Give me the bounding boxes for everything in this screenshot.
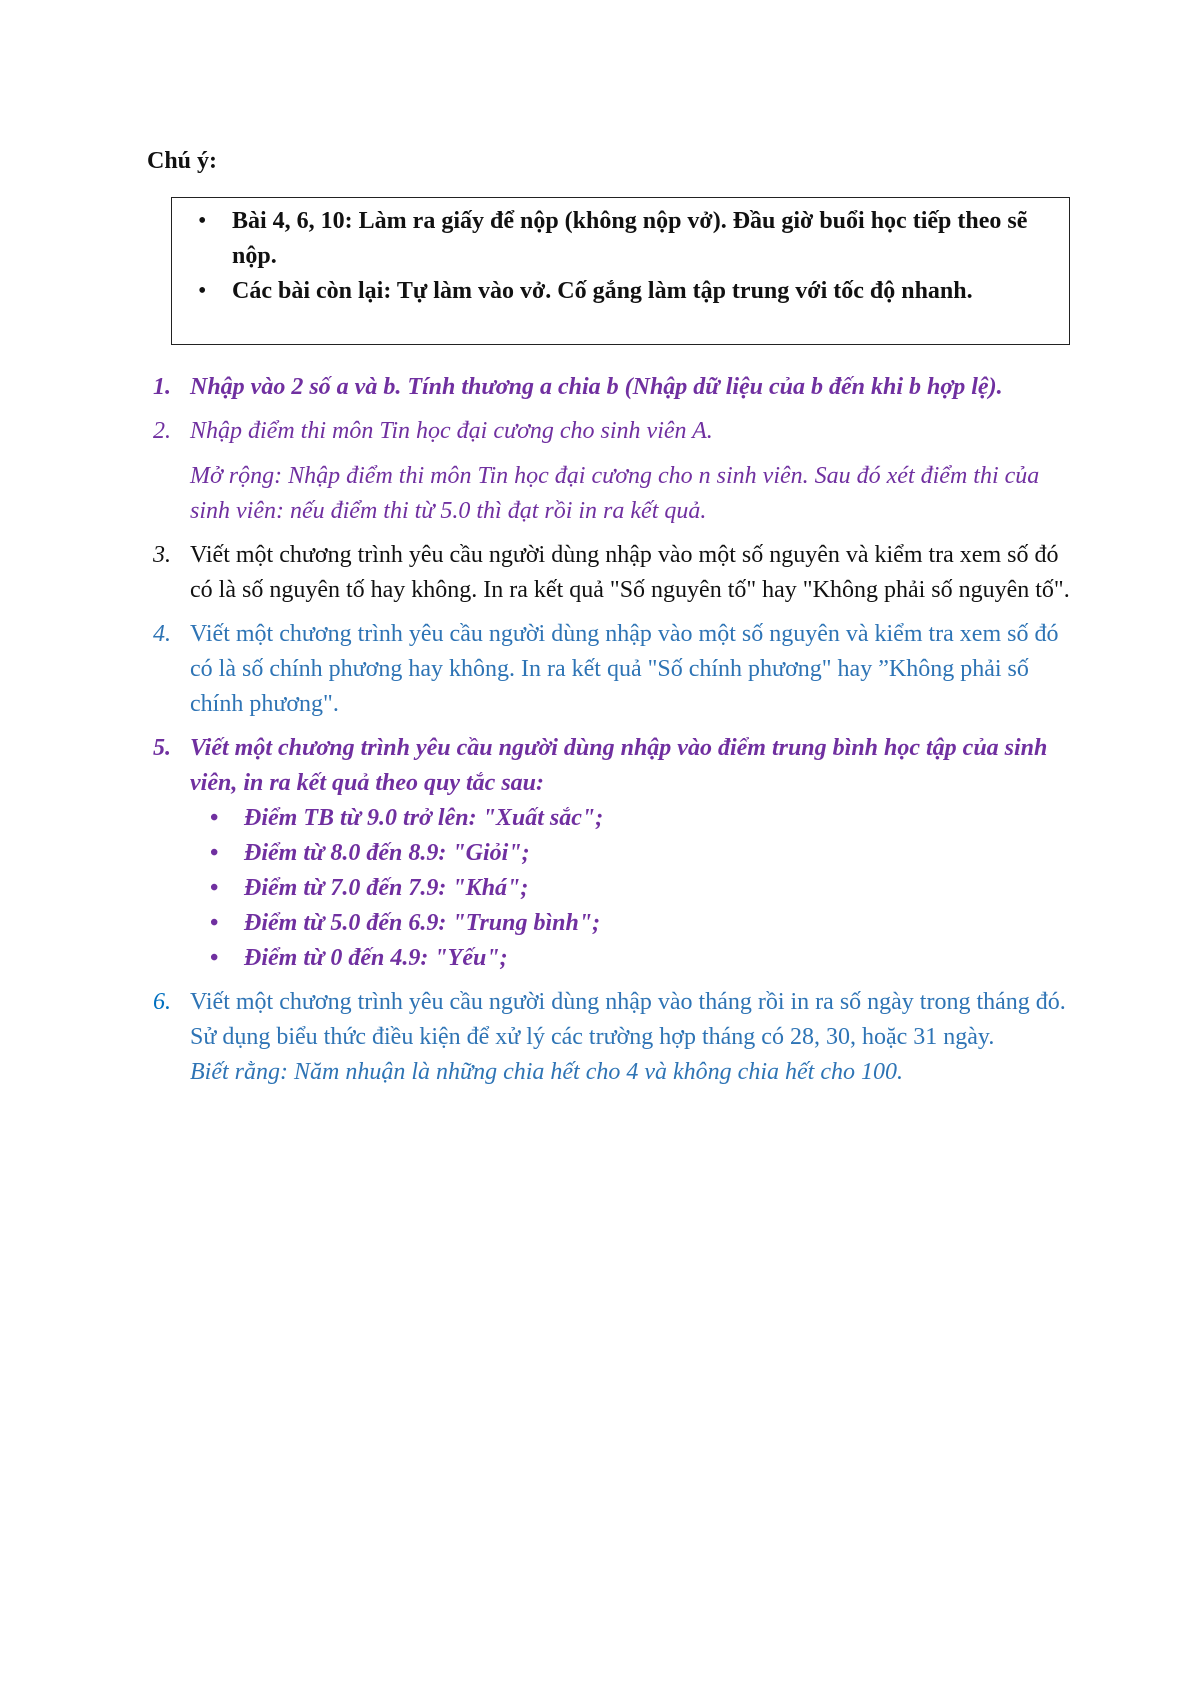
note-box [171,197,1070,345]
exercise-text: Viết một chương trình yêu cầu người dùng nhập vào tháng rồi in ra số ngày trong tháng đó. Sử dụng biểu thức điều kiện để xử lý các trường hợp tháng có 28, 30, hoặc 31 ngày. [190,989,1066,1050]
exercise-text: Nhập vào 2 số a và b. Tính thương a chia b (Nhập dữ liệu của b đến khi b hợp lệ). [190,374,1003,400]
exercise-4 [150,617,1070,722]
exercise-extension: Mở rộng: Nhập điểm thi môn Tin học đại cương cho n sinh viên. Sau đó xét điểm thi của sinh viên: nếu điểm thi từ 5.0 thì đạt rồi in ra kết quả. [190,463,1040,524]
exercise-text: Nhập điểm thi môn Tin học đại cương cho sinh viên A. [190,418,713,444]
note-item [188,204,1032,274]
exercise-list [150,370,1070,1090]
exercise-number: 3. [153,542,171,568]
bullet-icon: • [210,875,219,901]
note-item [188,274,1032,309]
exercise-number: 6. [153,989,171,1015]
note-item-text: Bài 4, 6, 10: Làm ra giấy để nộp (không nộp vở). Đầu giờ buổi học tiếp theo sẽ nộp. [232,208,1028,269]
exercise-number: 1. [153,374,171,400]
grading-rule: • Điểm từ 5.0 đến 6.9: "Trung bình"; [210,906,1070,941]
grading-rules [190,801,1070,976]
bullet-icon: • [210,945,219,971]
grading-rule: • Điểm từ 7.0 đến 7.9: "Khá"; [210,871,1070,906]
exercise-number: 5. [153,735,171,761]
exercise-2 [150,414,1070,529]
exercise-text: Viết một chương trình yêu cầu người dùng nhập vào một số nguyên và kiểm tra xem số đó có là số nguyên tố hay không. In ra kết quả "Số nguyên tố" hay "Không phải số nguyên tố". [190,542,1070,603]
bullet-icon: • [210,805,219,831]
grading-rule: • Điểm từ 8.0 đến 8.9: "Giỏi"; [210,836,1070,871]
grading-rule: • Điểm TB từ 9.0 trở lên: "Xuất sắc"; [210,801,1070,836]
exercise-text: Viết một chương trình yêu cầu người dùng nhập vào điểm trung bình học tập của sinh viên, in ra kết quả theo quy tắc sau: [190,735,1048,796]
bullet-icon: • [210,840,219,866]
exercise-number: 2. [153,418,171,444]
exercise-5 [150,731,1070,976]
bullet-icon: • [198,208,207,234]
note-title: Chú ý: [147,148,218,174]
exercise-3 [150,538,1070,608]
grading-rule: • Điểm từ 0 đến 4.9: "Yếu"; [210,941,1070,976]
exercise-text: Viết một chương trình yêu cầu người dùng nhập vào một số nguyên và kiểm tra xem số đó có là số chính phương hay không. In ra kết quả "Số chính phương" hay ”Không phải số chính phương". [190,621,1059,717]
bullet-icon: • [210,910,219,936]
exercise-6 [150,985,1070,1090]
exercise-number: 4. [153,621,171,647]
bullet-icon: • [198,278,207,304]
exercise-hint: Biết rằng: Năm nhuận là những chia hết cho 4 và không chia hết cho 100. [190,1059,903,1085]
note-item-text: Các bài còn lại: Tự làm vào vở. Cố gắng làm tập trung với tốc độ nhanh. [232,278,973,304]
exercise-1 [150,370,1070,405]
